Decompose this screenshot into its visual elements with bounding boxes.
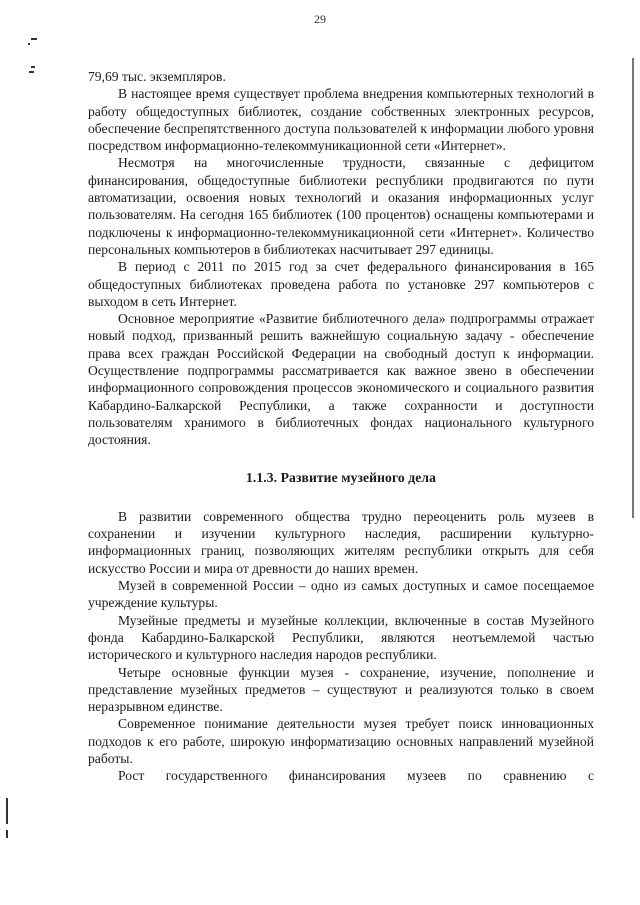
- document-body: [88, 68, 594, 785]
- paragraph: Несмотря на многочисленные трудности, связанные с дефицитом финансирования, общедоступные библиотеки республики продвигаются по пути автоматизации, освоения новых технологий и оказания информационных услуг пользователям. На сегодня 165 библиотек (100 процентов) оснащены компьютерами и подключены к информационно-телекоммуникационной сети «Интернет». Количество персональных компьютеров в библиотеках насчитывает 297 единицы.: [88, 155, 594, 257]
- scan-mark: [31, 38, 37, 40]
- paragraph: В настоящее время существует проблема внедрения компьютерных технологий в работу общедоступных библиотек, создание собственных электронных ресурсов, обеспечение беспрепятственного доступа пользователей к информации любого уровня посредством информационно-телекоммуникационной сети «Интернет».: [88, 86, 594, 154]
- paragraph: Основное мероприятие «Развитие библиотечного дела» подпрограммы отражает новый подход, призванный решить важнейшую социальную задачу - обеспечение права всех граждан Российской Федерации на свободный доступ к информации. Осуществление подпрограммы рассматривается как важное звено в обеспечении информационного сопровождения процессов экономического и социального развития Кабардино-Балкарской Республики, а также сохранности и доступности пользователям хранимого в библиотечных фондах национального культурного достояния.: [88, 311, 594, 448]
- scan-mark: [31, 66, 35, 68]
- section-heading: 1.1.3. Развитие музейного дела: [245, 469, 437, 485]
- scan-mark: [632, 58, 634, 518]
- scan-mark: [6, 798, 8, 824]
- page-number: 29: [314, 12, 326, 26]
- paragraph: 79,69 тыс. экземпляров.: [88, 69, 226, 84]
- scan-mark: [6, 830, 8, 838]
- paragraph: Современное понимание деятельности музея требует поиск инновационных подходов к его работе, широкую информатизацию основных направлений музейной работы.: [88, 716, 594, 766]
- paragraph: В период с 2011 по 2015 год за счет федерального финансирования в 165 общедоступных библиотеках проведена работа по установке 297 компьютеров с выходом в сеть Интернет.: [88, 259, 594, 309]
- paragraph: Четыре основные функции музея - сохранение, изучение, пополнение и представление музейных предметов – существуют и реализуются только в своем неразрывном единстве.: [88, 664, 594, 715]
- scan-mark: [29, 71, 34, 73]
- paragraph: Музейные предметы и музейные коллекции, включенные в состав Музейного фонда Кабардино-Балкарской Республики, являются неотъемлемой частью исторического и культурного наследия народов республики.: [88, 612, 594, 663]
- paragraph: В развитии современного общества трудно переоценить роль музеев в сохранении и изучении культурного наследия, расширении культурно-информационных границ, позволяющих жителям республики открыть для себя искусство России и мира от древности до наших времен.: [88, 508, 594, 576]
- paragraph: Музей в современной России – одно из самых доступных и самое посещаемое учреждение культуры.: [88, 578, 594, 611]
- scan-mark: [28, 43, 30, 45]
- paragraph: Рост государственного финансирования музеев по сравнению с: [118, 768, 594, 784]
